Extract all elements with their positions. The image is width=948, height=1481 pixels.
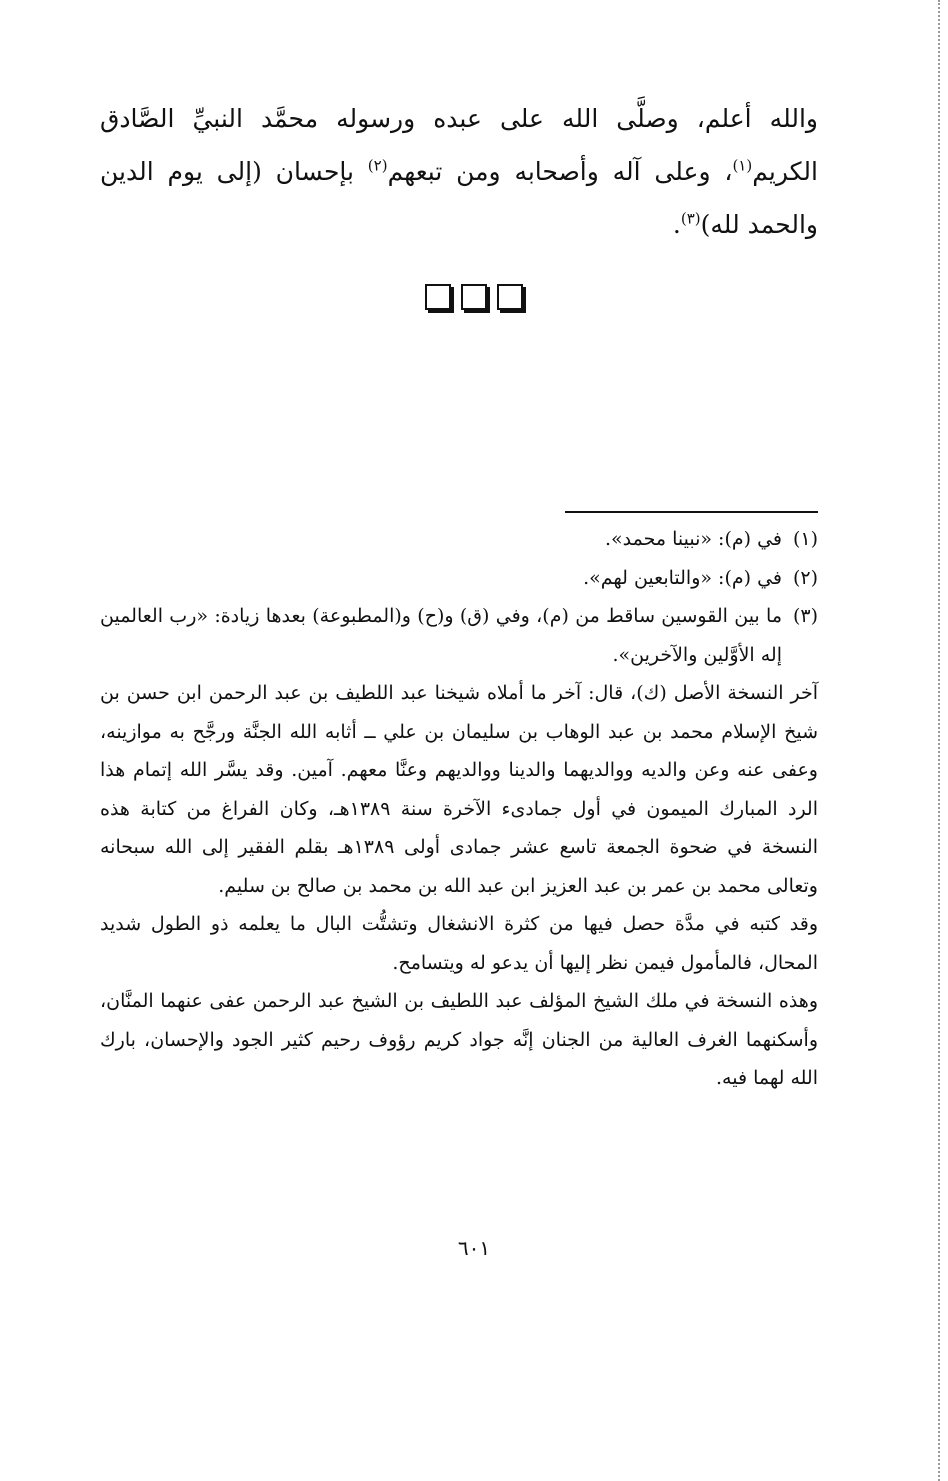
footnote-text: في (م): «نبينا محمد». (605, 528, 782, 550)
footnote-separator (565, 511, 818, 513)
scan-edge (938, 0, 940, 1481)
footnote-ref-1[interactable]: (١) (732, 156, 753, 175)
square-ornament-icon (461, 284, 487, 310)
footnote-number: (١) (792, 528, 818, 550)
colophon-paragraph: آخر النسخة الأصل (ك)، قال: آخر ما أملاه شيخنا عبد اللطيف بن عبد الرحمن ابن حسن بن شيخ الإسلام محمد بن عبد الوهاب بن سليمان بن علي ــ أثابه الله الجنَّة ورجَّح به موازينه، وعفى عنه وعن والديه ووالديهما والدينا ووالديهم وعنَّا معهم. آمين. وقد يسَّر الله إتمام هذا الرد المبارك الميمون في أول جمادىء الآخرة سنة ١٣٨٩هـ، وكان الفراغ من كتابة هذه النسخة في ضحوة الجمعة تاسع عشر جمادى أولى ١٣٨٩هـ بقلم الفقير إلى الله سبحانه وتعالى محمد بن عمر بن عبد العزيز ابن عبد الله بن محمد بن صالح بن سليم. (100, 682, 818, 897)
page-number: ٦٠١ (457, 1236, 491, 1260)
main-text-part: والله أعلم، وصلَّى الله على عبده ورسوله محمَّد النبيِّ الصَّادق الكريم (100, 104, 818, 186)
section-divider-ornament (0, 284, 948, 314)
footnote-item (100, 559, 818, 598)
footnote-text: في (م): «والتابعين لهم». (583, 566, 782, 589)
footnote-text: ما بين القوسين ساقط من (م)، وفي (ق) و(ح) و(المطبوعة) بعدها زيادة: «رب العالمين إله الأوَّلين والآخرين». (100, 605, 782, 666)
main-text-part: . (672, 210, 681, 239)
footnotes-section (100, 520, 818, 1098)
footnote-ref-3[interactable]: (٣) (680, 209, 701, 228)
footnote-number: (٣) (792, 605, 818, 627)
footnote-number: (٢) (792, 566, 818, 589)
main-text-part: ، وعلى آله وأصحابه ومن تبعهم (387, 157, 733, 186)
colophon-paragraph: وقد كتبه في مدَّة حصل فيها من كثرة الانشغال وتشتُّت البال ما يعلمه ذو الطول شديد المحال، فالمأمول فيمن نظر إليها أن يدعو له ويتسامح. (100, 913, 818, 974)
footnote-item (100, 520, 818, 559)
colophon-paragraph: وهذه النسخة في ملك الشيخ المؤلف عبد اللطيف بن الشيخ عبد الرحمن عفى عنهما المنَّان، وأسكنهما الغرف العالية من الجنان إنَّه جواد كريم رؤوف رحيم كثير الجود والإحسان، بارك الله لهما فيه. (100, 990, 818, 1089)
square-ornament-icon (425, 284, 451, 310)
footnote-ref-2[interactable]: (٢) (367, 156, 388, 175)
square-ornament-icon (497, 284, 523, 310)
main-text (100, 92, 818, 251)
main-text-part: بإحسان (إلى يوم الدين والحمد لله) (100, 157, 818, 239)
footnote-item (100, 597, 818, 674)
